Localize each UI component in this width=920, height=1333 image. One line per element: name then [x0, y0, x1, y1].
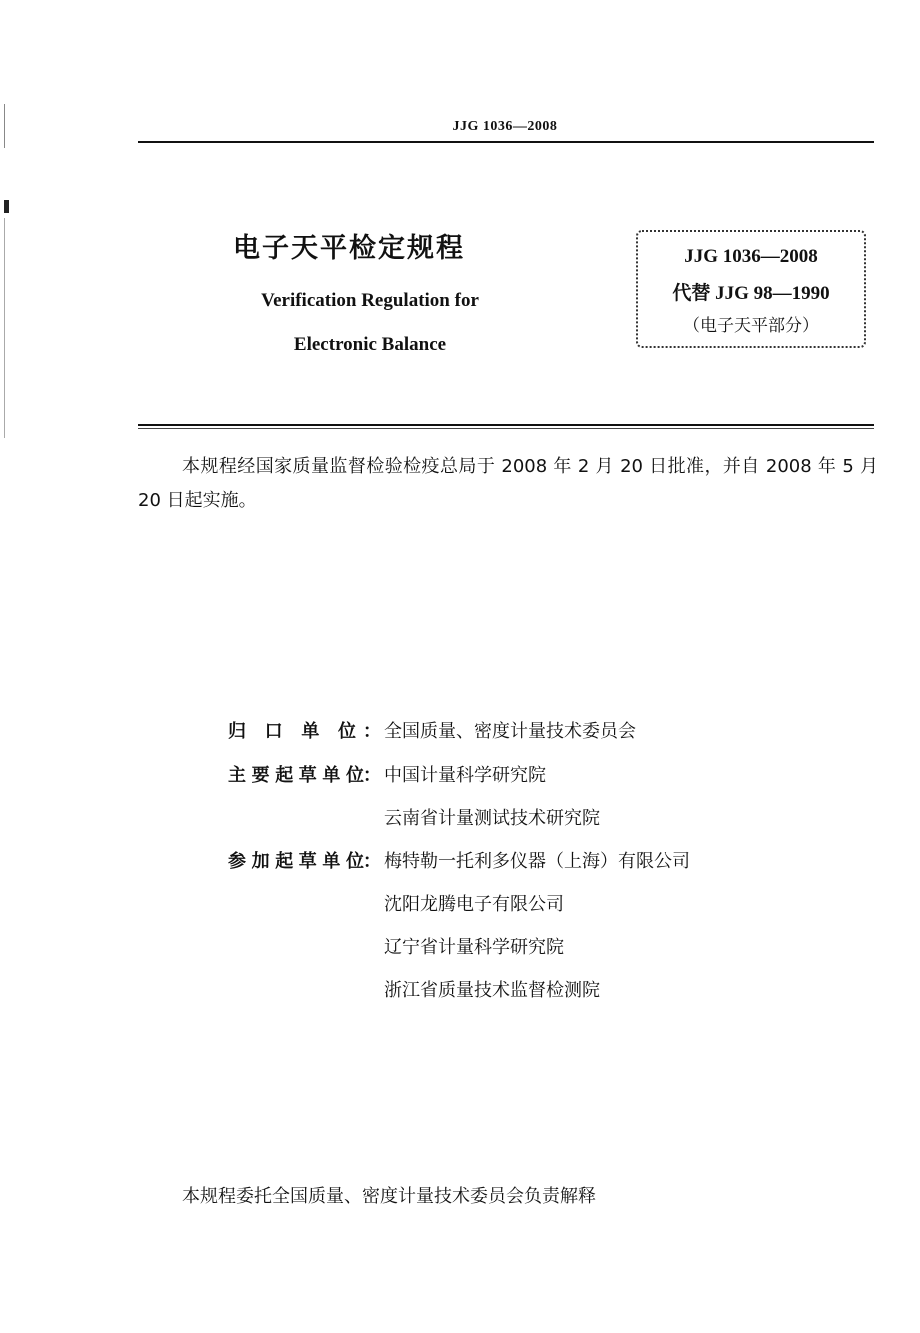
org-value: 辽宁省计量科学研究院 [384, 937, 564, 958]
page-title-cn: 电子天平检定规程 [233, 233, 465, 264]
running-header: JJG 1036—2008 [452, 119, 558, 134]
replaces-code: 代替 JJG 98—1990 [672, 283, 830, 304]
header-rule [138, 141, 874, 143]
section-rule [138, 424, 874, 426]
approval-paragraph: 本规程经国家质量监督检验检疫总局于 2008 年 2 月 20 日批准，并自 2008 年 5 月 20 日起实施。 [138, 456, 878, 511]
scan-mark [4, 200, 9, 213]
org-value: 沈阳龙腾电子有限公司 [384, 894, 564, 915]
org-value: 梅特勒一托利多仪器（上海）有限公司 [384, 851, 690, 872]
standard-code: JJG 1036—2008 [684, 246, 818, 267]
org-colon: ： [363, 721, 381, 742]
org-value: 中国计量科学研究院 [384, 765, 546, 786]
org-colon: ： [363, 765, 381, 786]
section-rule-thin [138, 428, 874, 429]
org-colon: ： [363, 851, 381, 872]
org-value: 浙江省质量技术监督检测院 [384, 980, 600, 1001]
org-label-centralized: 归口单位 [228, 721, 356, 742]
scan-mark [4, 218, 5, 438]
page-title-en-line1: Verification Regulation for [261, 290, 479, 311]
replaces-scope: （电子天平部分） [683, 316, 819, 336]
org-label-participating: 参加起草单位 [228, 851, 364, 872]
interpretation-note: 本规程委托全国质量、密度计量技术委员会负责解释 [182, 1186, 596, 1207]
org-value: 全国质量、密度计量技术委员会 [384, 721, 636, 742]
org-value: 云南省计量测试技术研究院 [384, 808, 600, 829]
page-title-en-line2: Electronic Balance [293, 334, 447, 355]
org-label-main-drafting: 主要起草单位 [228, 765, 364, 786]
